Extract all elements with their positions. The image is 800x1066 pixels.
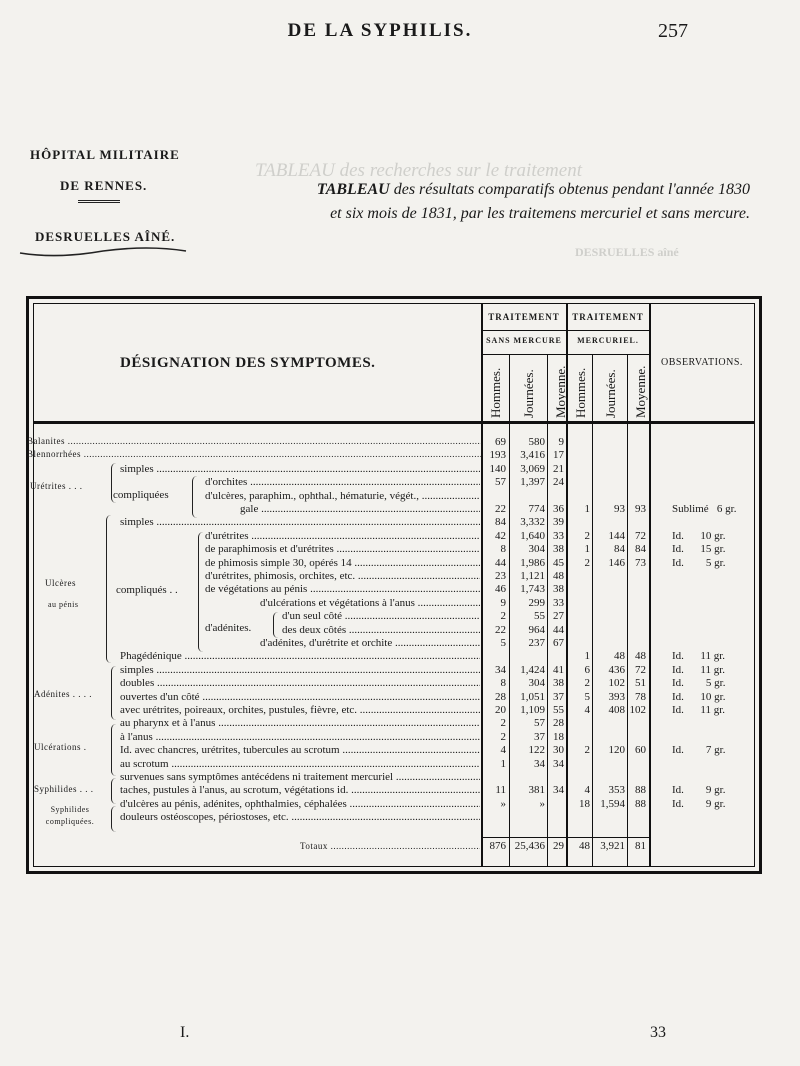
row-label: au scrotum .....: [120, 758, 480, 771]
totals-row: [0, 840, 800, 853]
row-label: d'ulcères au pénis, adénites, ophthalmies, céphalées .....: [120, 798, 480, 811]
cell-h1: 69: [495, 436, 506, 448]
cell-h2: 6: [584, 663, 590, 676]
cell-j1: 304: [528, 677, 545, 690]
cell-m2: 93: [635, 503, 646, 515]
table-row: [0, 436, 800, 449]
cell-j1: 3,416: [520, 449, 545, 462]
cell-m1: 27: [553, 610, 564, 623]
cell-m2: 72: [635, 529, 646, 542]
cell-m2: 48: [635, 650, 646, 663]
table-row: [0, 811, 800, 824]
cell-j1: 55: [534, 610, 545, 623]
cell-h2: 2: [584, 556, 590, 569]
cell-j1: 774: [528, 503, 545, 515]
row-label: simples .....: [120, 516, 480, 529]
cell-h1: 22: [495, 503, 506, 515]
group-label-ulcerations: Ulcérations .: [34, 742, 87, 752]
table-row: [0, 449, 800, 462]
cell-h1: 84: [495, 516, 506, 529]
row-label: simples .....: [120, 664, 480, 677]
cell-j1: 304: [528, 543, 545, 556]
cell-observation: Id. 10 gr.: [672, 690, 726, 703]
row-label: d'urétrites, phimosis, orchites, etc. .....: [205, 570, 480, 583]
cell-h2: 5: [584, 690, 590, 703]
cell-j1: 3,069: [520, 462, 545, 475]
group-header-sans-mercure: TRAITEMENT: [488, 312, 560, 322]
cell-observation: Id. 7 gr.: [672, 744, 726, 757]
table-row: [0, 490, 800, 503]
totals-rule: [481, 837, 649, 838]
cell-j2: 102: [608, 677, 625, 690]
row-label: à l'anus .....: [120, 731, 480, 744]
col-header-moyenne: Moyenne.: [553, 365, 568, 418]
cell-j2: 120: [608, 744, 625, 757]
table-row: [0, 731, 800, 744]
cell-j2: 144: [608, 529, 625, 542]
cell-j2: 393: [608, 690, 625, 703]
cell-m2: 88: [635, 784, 646, 797]
row-label: survenues sans symptômes antécédens ni traitement mercuriel .....: [120, 771, 480, 784]
table-row: [0, 784, 800, 797]
group-header-mercuriel-sub: MERCURIEL.: [577, 336, 639, 345]
cell-j1: 237: [528, 637, 545, 649]
cell-h1: 11: [495, 784, 506, 797]
cell-j1: 1,424: [520, 663, 545, 676]
hospital-city: DE RENNES.: [60, 178, 148, 193]
cell-observation: Sublimé 6 gr.: [672, 503, 737, 515]
cell-h1: 2: [500, 610, 506, 623]
cell-j1: 964: [528, 623, 545, 636]
cell-observation: Id. 10 gr.: [672, 529, 726, 542]
bleed-through-text: TABLEAU des recherches sur le traitement: [255, 160, 582, 181]
cell-m1: 30: [553, 744, 564, 757]
cell-j1: 1,109: [520, 704, 545, 716]
row-label: de végétations au pénis .....: [205, 583, 480, 596]
cell-m1: 36: [553, 503, 564, 515]
page-number: 257: [658, 20, 688, 42]
cell-m2: 60: [635, 744, 646, 757]
cell-m1: 33: [553, 529, 564, 542]
cell-m2: 88: [635, 797, 646, 810]
row-label: douleurs ostéoscopes, périostoses, etc. .....: [120, 811, 480, 824]
cell-j2: 146: [608, 556, 625, 569]
cell-h2: 2: [584, 529, 590, 542]
designation-header: DÉSIGNATION DES SYMPTOMES.: [120, 355, 376, 371]
col-header-journees: Journées.: [521, 369, 536, 418]
cell-j1: 1,397: [520, 476, 545, 489]
row-label: taches, pustules à l'anus, au scrotum, végétations id. .....: [120, 784, 480, 797]
author-name: DESRUELLES AÎNÉ.: [35, 229, 176, 244]
row-label: des deux côtés .....: [282, 624, 480, 637]
cell-j1: 3,332: [520, 516, 545, 529]
cell-observation: Id. 15 gr.: [672, 543, 726, 556]
row-label: doubles .....: [120, 677, 480, 690]
group-label-syphilides-compliquees: Syphilides compliquées.: [45, 805, 95, 826]
cell-m1: 37: [553, 690, 564, 703]
cell-h2: 2: [584, 744, 590, 757]
group-label-balanites: Balanites .....: [27, 436, 482, 446]
table-row: [0, 476, 800, 489]
cell-observation: Id. 11 gr.: [672, 663, 726, 676]
row-label: simples .....: [120, 463, 480, 476]
cell-j1: 122: [528, 744, 545, 757]
cell-h1: 28: [495, 690, 506, 703]
cell-observation: Id. 11 gr.: [672, 704, 726, 716]
group-header-mercuriel: TRAITEMENT: [572, 312, 644, 322]
table-row: [0, 570, 800, 583]
table-row: [0, 771, 800, 784]
cell-j1: 1,051: [520, 690, 545, 703]
signature-mark: I.: [180, 1024, 190, 1041]
cell-observation: Id. 9 gr.: [672, 784, 726, 797]
col-header-moyenne: Moyenne.: [633, 365, 648, 418]
cell-h2: 4: [584, 704, 590, 716]
cell-j2: 93: [614, 503, 625, 515]
table-row: [0, 597, 800, 610]
totals-label: Totaux .....: [300, 840, 480, 853]
bleed-through-text: DESRUELLES aîné: [575, 245, 679, 259]
row-label: avec urétrites, poireaux, orchites, pustules, fièvre, etc. .....: [120, 704, 480, 717]
cell-m1: 21: [553, 462, 564, 475]
cell-m1: 24: [553, 476, 564, 489]
ornament-rule: [78, 200, 120, 203]
cell-m1: 28: [553, 717, 564, 730]
row-label: d'adénites, d'urétrite et orchite .....: [260, 637, 480, 650]
table-row: [0, 664, 800, 677]
group-label-blennorrhees: Blennorrhées .....: [27, 449, 482, 459]
cell-j1: 34: [534, 757, 545, 770]
cell-h1: 8: [500, 543, 506, 556]
cell-observation: Id. 5 gr.: [672, 677, 726, 690]
cell-m1: 38: [553, 677, 564, 690]
table-row: [0, 650, 800, 663]
total-moyenne-2: 81: [635, 840, 646, 852]
cell-m1: 18: [553, 730, 564, 743]
table-row: [0, 583, 800, 596]
cell-m1: 44: [553, 623, 564, 636]
total-hommes-1: 876: [489, 840, 506, 852]
table-row: [0, 624, 800, 637]
cell-h1: 42: [495, 529, 506, 542]
cell-m1: 41: [553, 663, 564, 676]
cell-observation: Id. 5 gr.: [672, 556, 726, 569]
row-label: au pharynx et à l'anus .....: [120, 717, 480, 730]
signature-number: 33: [650, 1024, 666, 1041]
cell-h1: 2: [500, 717, 506, 730]
cell-h1: 8: [500, 677, 506, 690]
swash-ornament: [18, 245, 188, 259]
header-rule: [33, 421, 755, 424]
cell-h1: 4: [500, 744, 506, 757]
row-label: de paraphimosis et d'urétrites .....: [205, 543, 480, 556]
cell-j1: 57: [534, 717, 545, 730]
cell-h2: 18: [579, 797, 590, 810]
cell-m2: 72: [635, 663, 646, 676]
cell-j1: 381: [528, 784, 545, 797]
cell-m2: 78: [635, 690, 646, 703]
cell-m1: 34: [553, 757, 564, 770]
total-moyenne-1: 29: [553, 840, 564, 852]
cell-h2: 4: [584, 784, 590, 797]
cell-j2: 436: [608, 663, 625, 676]
group-header-sans-mercure-sub: SANS MERCURE: [486, 336, 562, 345]
col-header-journees: Journées.: [603, 369, 618, 418]
cell-m1: 17: [553, 449, 564, 462]
cell-j2: 1,594: [600, 797, 625, 810]
cell-h1: »: [500, 797, 506, 810]
table-row: [0, 516, 800, 529]
group-label-uretrites: Urétrites . . .: [30, 481, 83, 491]
table-row: [0, 637, 800, 650]
group-label-adenites: Adénites . . . .: [34, 689, 92, 699]
total-journees-2: 3,921: [600, 840, 625, 852]
row-label: d'orchites .....: [205, 476, 480, 489]
cell-h2: 1: [584, 503, 590, 515]
header-sub-rule: [482, 354, 649, 355]
sub-label-compliques: compliqués . .: [116, 584, 178, 596]
table-row: [0, 463, 800, 476]
row-label: d'urétrites .....: [205, 530, 480, 543]
cell-m2: 73: [635, 556, 646, 569]
total-journees-1: 25,436: [514, 840, 545, 852]
cell-j2: 408: [608, 704, 625, 716]
cell-m1: 55: [553, 704, 564, 716]
cell-h2: 1: [584, 650, 590, 663]
cell-h1: 34: [495, 663, 506, 676]
row-label: ouvertes d'un côté .....: [120, 691, 480, 704]
cell-j2: 48: [614, 650, 625, 663]
cell-j1: 299: [528, 596, 545, 609]
row-label: d'ulcérations et végétations à l'anus .....: [260, 597, 480, 610]
cell-m1: 48: [553, 570, 564, 582]
cell-j1: »: [539, 797, 545, 810]
cell-m1: 34: [553, 784, 564, 797]
cell-m1: 33: [553, 596, 564, 609]
row-label: Id. avec chancres, urétrites, tubercules au scrotum .....: [120, 744, 480, 757]
cell-m1: 38: [553, 543, 564, 556]
row-label: de phimosis simple 30, opérés 14 .....: [205, 557, 480, 570]
row-label: d'un seul côté .....: [282, 610, 480, 623]
cell-m1: 38: [553, 583, 564, 596]
cell-j1: 1,640: [520, 529, 545, 542]
cell-j2: 353: [608, 784, 625, 797]
cell-m1: 45: [553, 556, 564, 569]
cell-m1: 9: [558, 436, 564, 448]
table-row: [0, 798, 800, 811]
cell-m2: 84: [635, 543, 646, 556]
cell-h1: 9: [500, 596, 506, 609]
table-title: TABLEAU des résultats comparatifs obtenus pendant l'année 1830 et six mois de 1831, par les traitemens mercuriel et sans mercure.: [316, 181, 750, 222]
table-row: [0, 677, 800, 690]
group-label-ulceres: Ulcères: [45, 578, 76, 588]
cell-j2: 84: [614, 543, 625, 556]
cell-j1: 1,121: [520, 570, 545, 582]
group-label-ulceres-penis: au pénis: [48, 600, 79, 609]
cell-h1: 20: [495, 704, 506, 716]
table-row: [0, 557, 800, 570]
cell-h1: 23: [495, 570, 506, 582]
cell-m2: 51: [635, 677, 646, 690]
cell-j1: 37: [534, 730, 545, 743]
cell-h1: 44: [495, 556, 506, 569]
table-row: [0, 543, 800, 556]
cell-j1: 1,986: [520, 556, 545, 569]
cell-h1: 140: [489, 462, 506, 475]
col-header-hommes: Hommes.: [488, 367, 503, 418]
cell-h2: 2: [584, 677, 590, 690]
cell-h1: 5: [500, 637, 506, 649]
cell-m1: 67: [553, 637, 564, 649]
table-row: [0, 503, 800, 516]
cell-observation: Id. 9 gr.: [672, 797, 726, 810]
cell-h1: 46: [495, 583, 506, 596]
cell-j1: 580: [528, 436, 545, 448]
cell-j1: 1,743: [520, 583, 545, 596]
sub-label-adenites: d'adénites.: [205, 622, 252, 634]
cell-h2: 1: [584, 543, 590, 556]
total-hommes-2: 48: [579, 840, 590, 852]
table-row: [0, 704, 800, 717]
row-label: d'ulcères, paraphim., ophthal., hématurie, végét., .....: [205, 490, 480, 503]
cell-h1: 57: [495, 476, 506, 489]
cell-h1: 2: [500, 730, 506, 743]
table-row: [0, 717, 800, 730]
hospital-name: HÔPITAL MILITAIRE: [30, 147, 180, 162]
header-sub-rule: [482, 330, 649, 331]
sub-label-compliquees: compliquées: [113, 489, 169, 501]
cell-h1: 1: [500, 757, 506, 770]
group-label-syphilides: Syphilides . . .: [34, 784, 94, 794]
cell-h1: 193: [489, 449, 506, 462]
row-label: gale .....: [240, 503, 480, 516]
cell-observation: Id. 11 gr.: [672, 650, 726, 663]
cell-h1: 22: [495, 623, 506, 636]
row-label: Phagédénique .....: [120, 650, 480, 663]
col-header-hommes: Hommes.: [573, 367, 588, 418]
observations-header: OBSERVATIONS.: [661, 357, 743, 368]
cell-m1: 39: [553, 516, 564, 529]
table-row: [0, 530, 800, 543]
table-row: [0, 691, 800, 704]
running-head: DE LA SYPHILIS.: [287, 20, 473, 41]
table-row: [0, 758, 800, 771]
table-row: [0, 610, 800, 623]
cell-m2: 102: [629, 704, 646, 716]
table-row: [0, 744, 800, 757]
